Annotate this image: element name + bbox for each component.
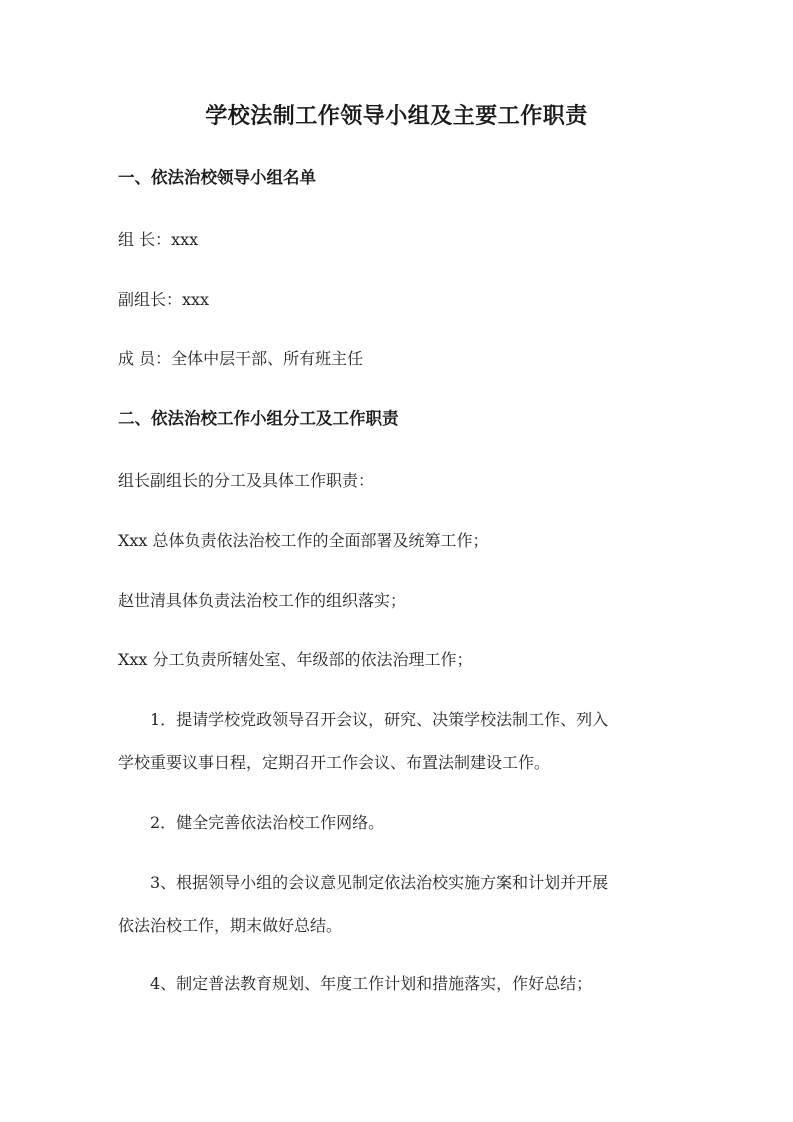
deputy-leader-line: 副组长：xxx — [118, 290, 210, 309]
numbered-item-4: 4、制定普法教育规划、年度工作计划和措施落实，作好总结； — [150, 974, 593, 993]
numbered-item-2: 2．健全完善依法治校工作网络。 — [150, 813, 385, 832]
numbered-item-1-line-2: 学校重要议事日程，定期召开工作会议、布置法制建设工作。 — [118, 753, 551, 772]
section-heading-leadership-list: 一、依法治校领导小组名单 — [118, 168, 316, 187]
duties-intro: 组长副组长的分工及具体工作职责： — [118, 471, 375, 490]
numbered-item-3-line-1: 3、根据领导小组的会议意见制定依法治校实施方案和计划并开展 — [150, 873, 609, 892]
duty-line-implementation: 赵世清具体负责法治校工作的组织落实； — [118, 591, 407, 610]
document-title: 学校法制工作领导小组及主要工作职责 — [205, 103, 588, 129]
leader-line: 组 长：xxx — [118, 230, 199, 249]
members-line: 成 员：全体中层干部、所有班主任 — [118, 349, 364, 368]
duty-line-departments: Xxx 分工负责所辖处室、年级部的依法治理工作； — [118, 650, 473, 669]
duty-line-overall: Xxx 总体负责依法治校工作的全面部署及统筹工作； — [118, 531, 489, 550]
numbered-item-3-line-2: 依法治校工作，期末做好总结。 — [118, 916, 343, 935]
numbered-item-1-line-1: 1．提请学校党政领导召开会议，研究、决策学校法制工作、列入 — [150, 710, 609, 729]
section-heading-division-of-duties: 二、依法治校工作小组分工及工作职责 — [118, 409, 399, 428]
